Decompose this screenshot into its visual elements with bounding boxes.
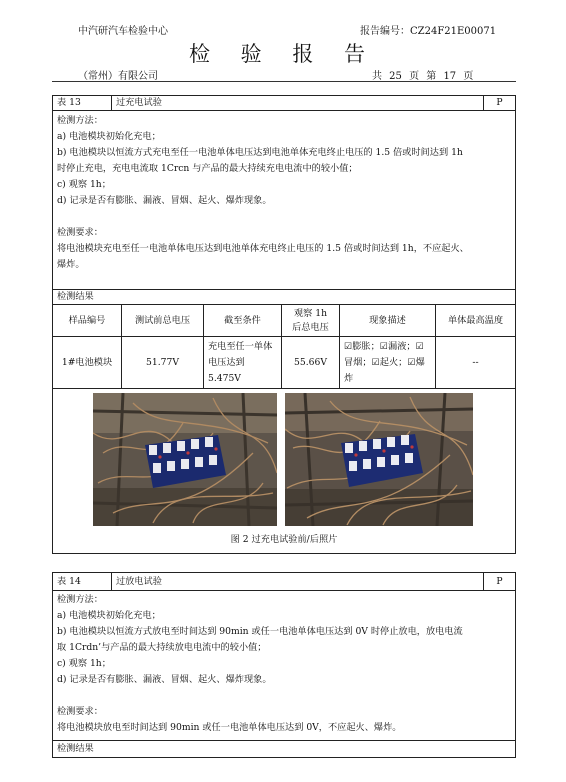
figure-caption: 图 2 过充电试验前/后照片 [230,534,338,545]
method-step: d) 记录是否有膨胀、漏液、冒烟、起火、爆炸现象。 [57,195,272,206]
table-13-title-row [53,96,515,111]
column-header: 单体最高温度 [435,305,515,336]
table-row [53,337,515,389]
method-and-requirement-14 [53,591,515,741]
report-number: 报告编号：CZ24F21E00071 [360,26,497,37]
method-step: b) 电池模块以恒流方式充电至任一电池单体电压达到电池单体充电终止电压的 1.5 倍或时间达到 1h [57,147,463,158]
company-suffix: （常州）有限公司 [78,71,158,82]
method-step: 取 1Crdn’与产品的最大持续放电电流中的较小值； [57,642,267,653]
requirement-text: 将电池模块充电至任一电池单体电压达到电池单体充电终止电压的 1.5 倍或时间达到 1h，不应起火、 [57,243,469,254]
results-heading: 检测结果 [57,743,94,754]
page-indicator: 共 25 页 第 17 页 [372,71,474,82]
column-header: 观察 1h 后总电压 [281,305,339,336]
column-header: 截至条件 [203,305,281,336]
phenomena-checklist: ☑膨胀；☑漏液；☑冒烟；☑起火；☑爆炸 [339,337,435,388]
method-step: a) 电池模块初始化充电； [57,610,161,621]
table-14-test-name: 过放电试验 [116,576,162,587]
results-header-row [53,305,515,337]
table-14-number: 表 14 [57,576,81,587]
method-heading: 检测方法： [57,594,103,605]
photo-before-test [93,393,277,526]
requirement-heading: 检测要求： [57,706,103,717]
sample-id: 1#电池模块 [61,356,113,368]
method-step: c) 观察 1h； [57,179,111,190]
max-cell-temperature: -- [435,337,515,388]
requirement-text: 将电池模块放电至时间达到 90min 或任一电池单体电压达到 0V，不应起火、爆炸。 [57,722,402,733]
results-heading: 检测结果 [57,291,94,302]
page-title: 检 验 报 告 [188,42,378,66]
method-step: b) 电池模块以恒流方式放电至时间达到 90min 或任一电池单体电压达到 0V 时停止放电，放电电流 [57,626,463,637]
header-divider [52,81,516,82]
requirement-text: 爆炸。 [57,259,85,270]
method-step: a) 电池模块初始化充电； [57,131,161,142]
requirement-heading: 检测要求： [57,227,103,238]
column-header: 测试前总电压 [121,305,203,336]
voltage-before: 51.77V [121,337,203,388]
table-14-grade: P [483,573,515,590]
method-heading: 检测方法： [57,115,103,126]
table-14 [52,572,516,758]
photo-row [53,389,515,553]
table-13-test-name: 过充电试验 [116,97,162,108]
column-header: 样品编号 [68,314,106,326]
results-heading-row [53,290,515,305]
table-13 [52,95,516,554]
results-heading-row-14 [53,741,515,757]
voltage-after: 55.66V [281,337,339,388]
method-step: 时停止充电，充电电流取 1Crcn 与产品的最大持续充电电流中的较小值； [57,163,358,174]
column-header: 现象描述 [339,305,435,336]
battery-module-photo-after [285,393,473,526]
method-step: d) 记录是否有膨胀、漏液、冒烟、起火、爆炸现象。 [57,674,272,685]
photo-after-test [285,393,473,526]
table-14-title-row [53,573,515,591]
testing-center-name: 中汽研汽车检验中心 [78,26,168,37]
method-step: c) 观察 1h； [57,658,111,669]
table-13-number: 表 13 [57,97,81,108]
table-13-grade: P [483,96,515,110]
battery-module-photo-before [93,393,277,526]
method-and-requirement [53,111,515,290]
cutoff-condition: 充电至任一单体电压达到 5.475V [203,337,281,388]
